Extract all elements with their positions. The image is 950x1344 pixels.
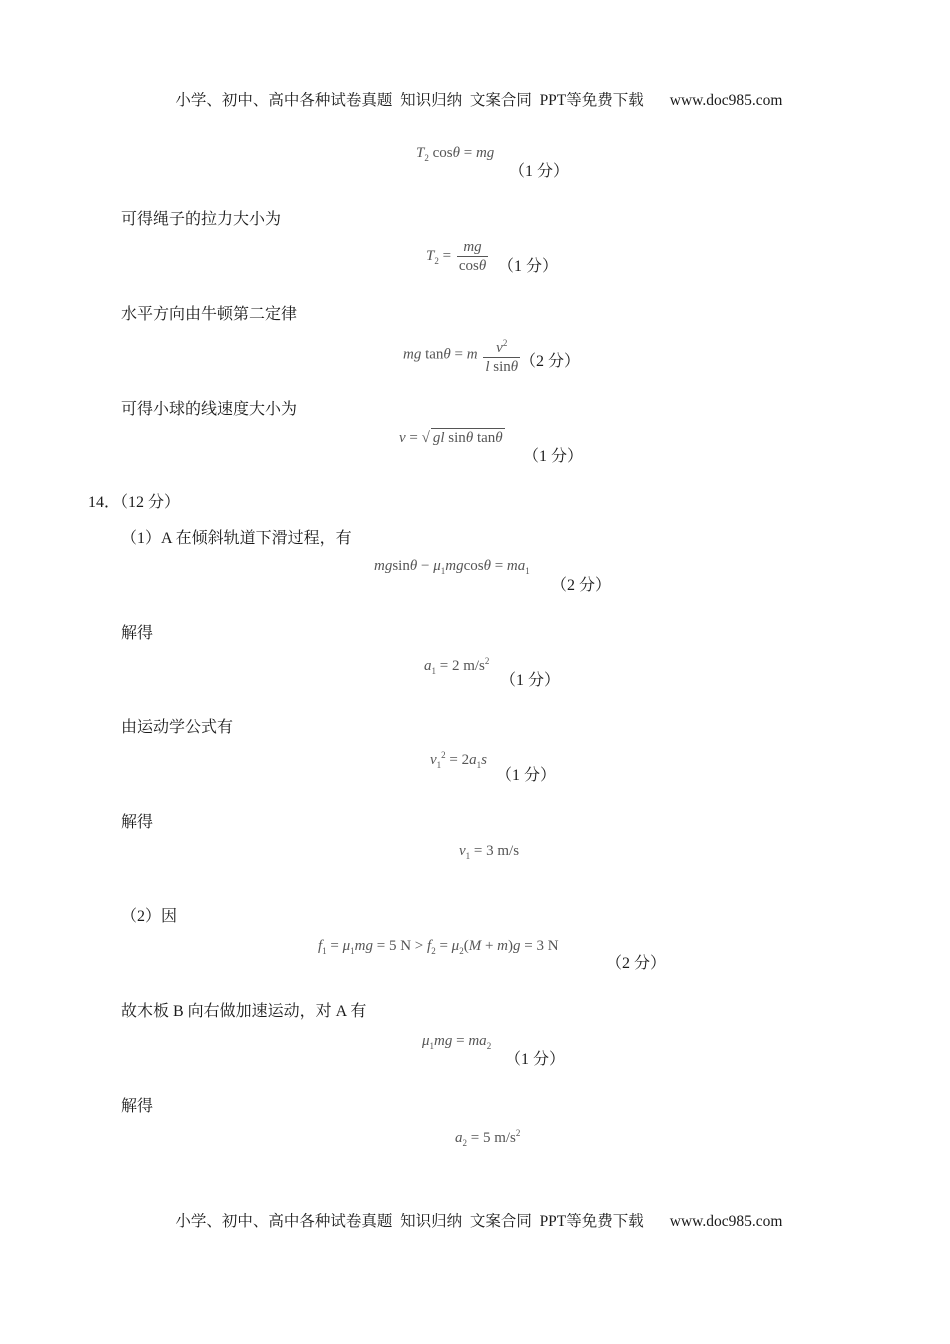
equation-incline-force: $mgsin\theta - \mu_1mgcos\theta = ma_1$: [374, 558, 530, 576]
text-solve: 解得: [121, 814, 154, 831]
score-points: （1 分）: [496, 767, 557, 784]
text-newton-second-law: 水平方向由牛顿第二定律: [121, 306, 298, 323]
text-rope-tension: 可得绳子的拉力大小为: [121, 211, 282, 228]
score-points: （2 分）: [520, 353, 581, 370]
header-text: 小学、初中、高中各种试卷真题 知识归纳 文案合同 PPT等免费下载: [175, 92, 644, 109]
equation-t2-frac: $T_2$ = $\frac{mg}{\cos\theta}$: [426, 239, 487, 274]
text-linear-speed: 可得小球的线速度大小为: [121, 401, 298, 418]
footer-text: 小学、初中、高中各种试卷真题 知识归纳 文案合同 PPT等免费下载: [175, 1213, 644, 1230]
text-solve: 解得: [121, 625, 154, 642]
page-footer: [0, 1191, 950, 1231]
text-kinematics: 由运动学公式有: [121, 719, 234, 736]
equation-centripetal: mg tanθ = m $\frac{v^2}{\text{l sinθ}}$: [403, 334, 522, 376]
equation-v1: $v_1 = 3$ m/s: [459, 843, 520, 861]
header-url[interactable]: www.doc985.com: [669, 92, 783, 109]
page-header: [0, 70, 950, 110]
equation-a2-force: $\mu_1mg = ma_2$: [422, 1033, 492, 1051]
score-points: （1 分）: [505, 1051, 566, 1068]
equation-friction-compare: $f_1 = \mu_1mg = 5$ $N > f_2 = \mu_2(M + m)g = 3$ N: [318, 938, 559, 956]
question-14-part-2: （2）因: [121, 908, 178, 925]
score-points: （2 分）: [606, 955, 667, 972]
equation-a2: $a_2 = 5$ $m/s^2$: [455, 1128, 521, 1148]
score-points: （1 分）: [509, 163, 570, 180]
score-points: （2 分）: [551, 577, 612, 594]
score-points: （1 分）: [523, 448, 584, 465]
equation-v1-squared: $v_1^2 = 2a_1s$: [430, 750, 487, 770]
text-solve: 解得: [121, 1098, 154, 1115]
text-board-b: 故木板 B 向右做加速运动，对 A 有: [121, 1003, 367, 1020]
equation-speed-sqrt: v = √ gl sinθ tanθ: [399, 430, 503, 446]
score-points: （1 分）: [500, 672, 561, 689]
question-14-title: 14．（12 分）: [88, 494, 181, 511]
score-points: （1 分）: [498, 258, 559, 275]
equation-t2-cos: $T_2$ cosθ = mg: [416, 145, 495, 163]
footer-url[interactable]: www.doc985.com: [669, 1213, 783, 1230]
question-14-part-1: （1）A 在倾斜轨道下滑过程，有: [121, 530, 352, 547]
equation-a1: $a_1 = 2$ $m/s^2$: [424, 656, 490, 676]
